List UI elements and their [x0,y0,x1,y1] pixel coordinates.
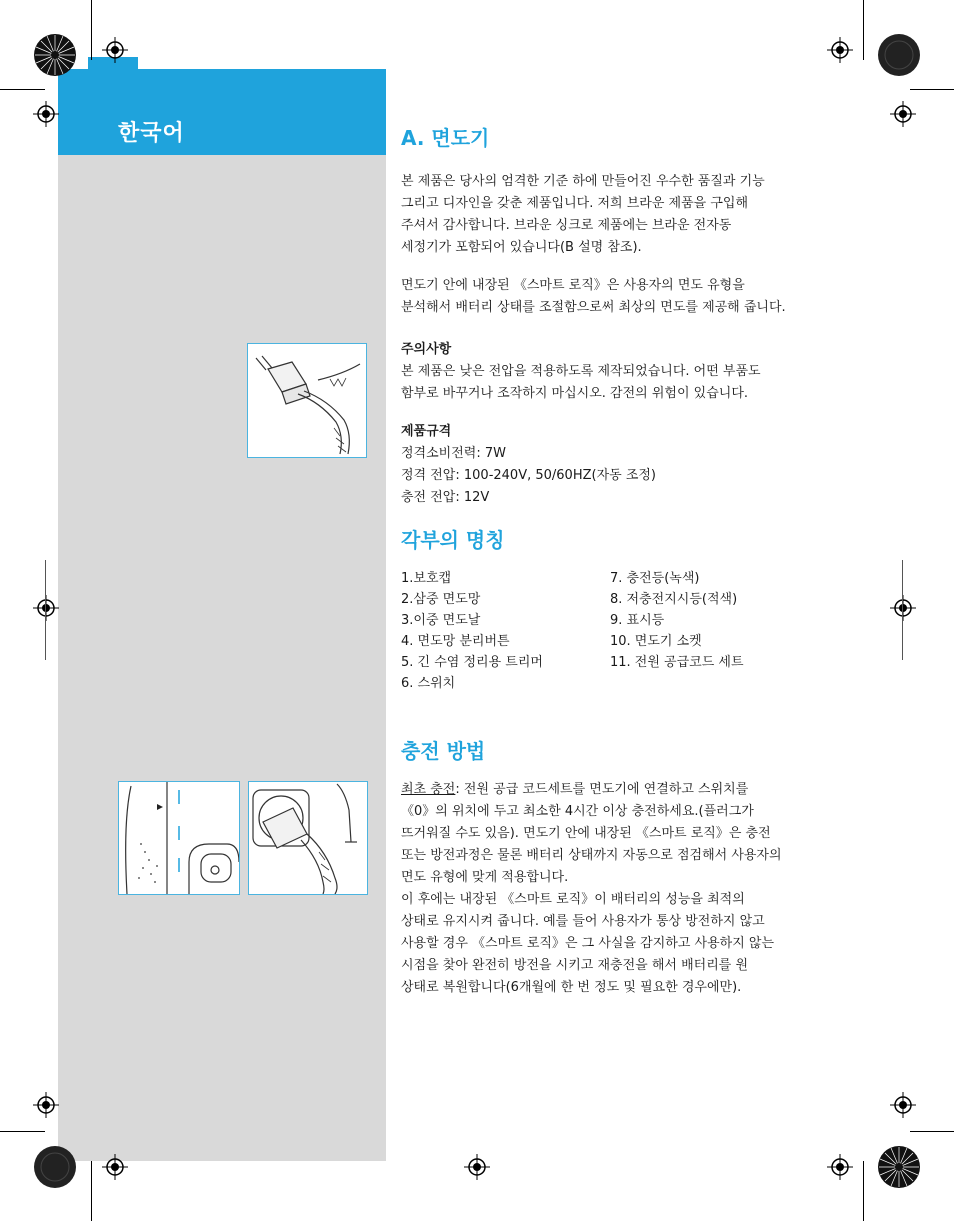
socket-illustration [248,781,368,895]
charging-line: 시점을 찾아 완전히 방전을 시키고 재충전을 해서 배터리를 원 [401,958,749,973]
charging-line: 뜨거워질 수도 있음). 면도기 안에 내장된 《스마트 로직》은 충전 [401,826,771,841]
list-item: 6. 스위치 [401,676,456,691]
crosshair-icon [464,1154,490,1180]
crosshair-icon [827,1154,853,1180]
parts-list-left [401,568,543,694]
list-item: 11. 전원 공급코드 세트 [610,655,744,670]
list-item: 2.삼중 면도망 [401,592,481,607]
trim-line [91,0,92,60]
list-item: 1.보호캡 [401,571,452,586]
crosshair-icon [33,1092,59,1118]
intro-paragraph [401,171,765,259]
socket-plug-icon [249,782,367,894]
charging-line: 이 후에는 내장된 《스마트 로직》이 배터리의 성능을 최적의 [401,892,745,907]
crosshair-icon [890,101,916,127]
trim-line [902,560,903,660]
language-header-band [58,69,386,155]
plug-illustration [247,343,367,458]
list-item: 10. 면도기 소켓 [610,634,702,649]
intro-line: 그리고 디자인을 갖춘 제품입니다. 저희 브라운 제품을 구입해 [401,196,749,211]
shaver-body-icon [119,782,239,894]
plug-icon [248,344,366,457]
crosshair-icon [102,1154,128,1180]
caution-line: 함부로 바꾸거나 조작하지 마십시오. 감전의 위험이 있습니다. [401,386,749,401]
intro-line: 본 제품은 당사의 엄격한 기준 하에 만들어진 우수한 품질과 기능 [401,174,765,189]
registration-dark-circle-icon [33,1145,77,1189]
smart-logic-paragraph [401,275,786,319]
charging-line: 상태로 유지시켜 줍니다. 예를 들어 사용자가 통상 방전하지 않고 [401,914,765,929]
spec-block [401,421,656,509]
charging-line: 《0》의 위치에 두고 최소한 4시간 이상 충전하세요.(플러그가 [401,804,754,819]
trim-line [0,89,45,90]
spec-heading: 제품규격 [401,424,452,439]
list-item: 3.이중 면도날 [401,613,481,628]
trim-line [0,1131,45,1132]
parts-title: 각부의 명칭 [401,528,505,552]
trim-line [91,1161,92,1221]
intro-line: 세정기가 포함되어 있습니다(B 설명 참조). [401,240,642,255]
list-item: 9. 표시등 [610,613,665,628]
shaver-closeup-illustration [118,781,240,895]
list-item: 8. 저충전지시등(적색) [610,592,738,607]
spec-line: 정격소비전력: 7W [401,446,506,461]
crosshair-icon [890,1092,916,1118]
section-a-title: A. 면도기 [401,126,490,150]
registration-dark-circle-icon [877,33,921,77]
spec-line: 충전 전압: 12V [401,490,490,505]
crosshair-icon [33,595,59,621]
intro-line: 주셔서 감사합니다. 브라운 싱크로 제품에는 브라운 전자동 [401,218,732,233]
smart-logic-line: 분석해서 배터리 상태를 조절함으로써 최상의 면도를 제공해 줍니다. [401,300,786,315]
trim-line [910,1131,954,1132]
list-item: 4. 면도망 분리버튼 [401,634,510,649]
charging-line: 사용할 경우 《스마트 로직》은 그 사실을 감지하고 사용하지 않는 [401,936,775,951]
trim-line [863,0,864,60]
caution-block [401,339,761,405]
caution-line: 본 제품은 낮은 전압을 적용하도록 제작되었습니다. 어떤 부품도 [401,364,761,379]
caution-heading: 주의사항 [401,342,452,357]
trim-line [910,89,954,90]
smart-logic-line: 면도기 안에 내장된 《스마트 로직》은 사용자의 면도 유형을 [401,278,745,293]
parts-list-right [610,568,744,673]
list-item: 7. 충전등(녹색) [610,571,700,586]
registration-sunburst-icon [33,33,77,77]
crosshair-icon [102,37,128,63]
list-item: 5. 긴 수염 정리용 트리머 [401,655,543,670]
language-title: 한국어 [118,121,185,146]
registration-sunburst-icon [877,1145,921,1189]
charging-title: 충전 방법 [401,739,486,763]
trim-line [863,1161,864,1221]
crosshair-icon [827,37,853,63]
crosshair-icon [33,101,59,127]
trim-line [45,560,46,660]
charging-line: 면도 유형에 맞게 적용합니다. [401,870,569,885]
spec-line: 정격 전압: 100-240V, 50/60HZ(자동 조정) [401,468,657,483]
charging-paragraph [401,779,782,999]
sidebar-column [58,69,386,1161]
crosshair-icon [890,595,916,621]
charging-line: 또는 방전과정은 물론 배터리 상태까지 자동으로 점검해서 사용자의 [401,848,782,863]
first-charge-text: : 전원 공급 코드세트를 면도기에 연결하고 스위치를 [455,782,749,797]
charging-first-line [401,779,782,801]
charging-line: 상태로 복원합니다(6개월에 한 번 정도 및 필요한 경우에만). [401,980,742,995]
first-charge-label: 최초 충전 [401,782,456,797]
